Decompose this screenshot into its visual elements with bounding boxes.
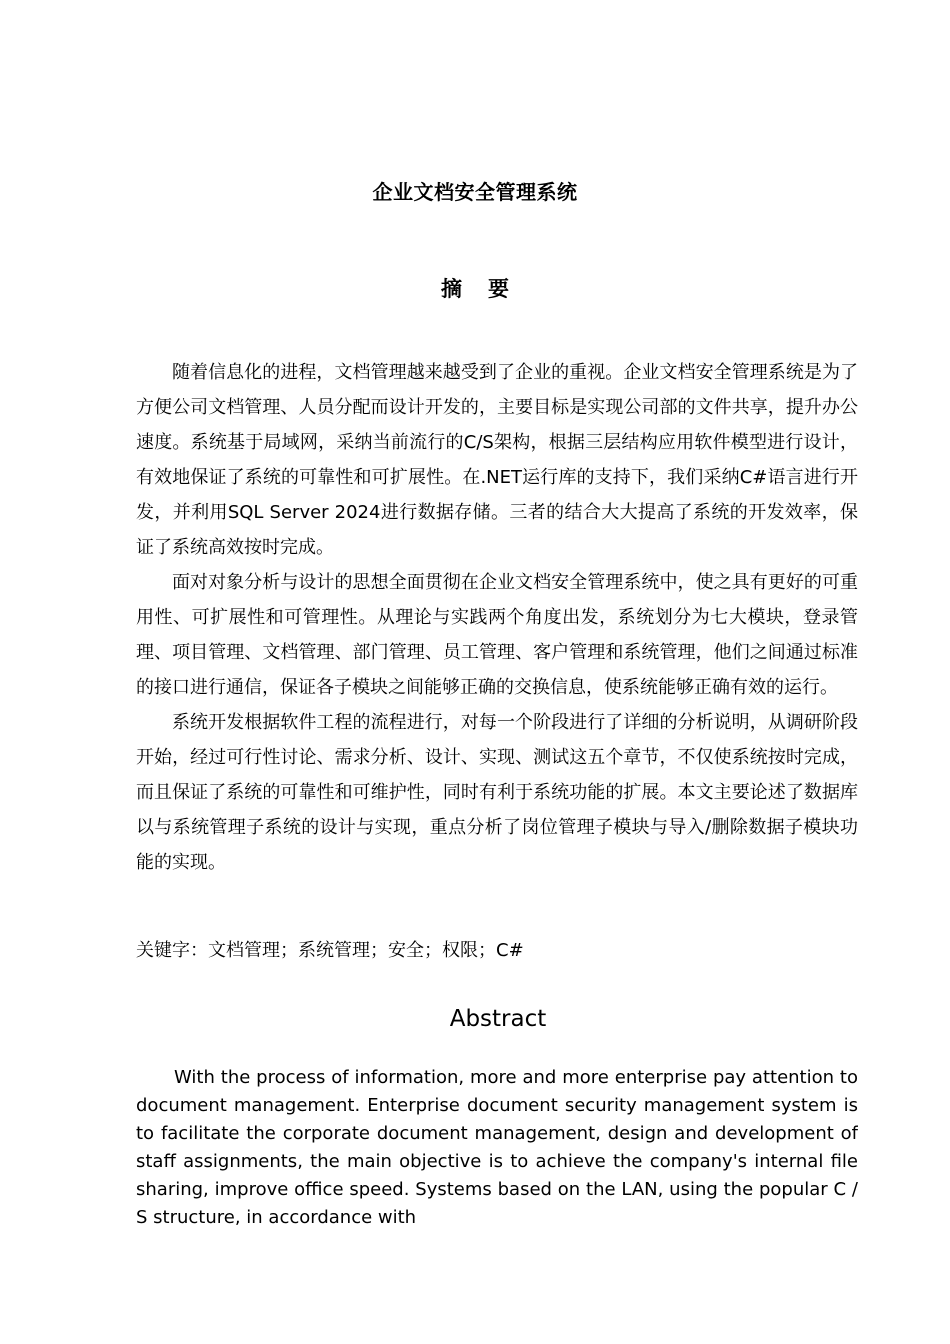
abstract-heading-cn: 摘要 — [441, 277, 535, 301]
abstract-paragraph-3: 系统开发根据软件工程的流程进行，对每一个阶段进行了详细的分析说明，从调研阶段开始，经过可行性讨论、需求分析、设计、实现、测试这五个章节，不仅使系统按时完成，而且保证了系统的可靠性和可维护性，同时有利于系统功能的扩展。本文主要论述了数据库以与系统管理子系统的设计与实现，重点分析了岗位管理子模块与导入/删除数据子模块功能的实现。 — [136, 712, 858, 873]
abstract-paragraph-en: With the process of information, more and more enterprise pay attention to document management. Enterprise document security management system is to facilitate the corporate document management, design and development of staff assignments, the main objective is to achieve the company's internal file sharing, improve office speed. Systems based on the LAN, using the popular C / S structure, in accordance with — [136, 1067, 858, 1228]
document-title: 企业文档安全管理系统 — [372, 180, 578, 204]
keywords-cn: 关键字：文档管理；系统管理；安全；权限；C# — [136, 940, 524, 961]
abstract-body-cn — [136, 355, 858, 880]
abstract-paragraph-2: 面对对象分析与设计的思想全面贯彻在企业文档安全管理系统中，使之具有更好的可重用性、可扩展性和可管理性。从理论与实践两个角度出发，系统划分为七大模块，登录管理、项目管理、文档管理、部门管理、员工管理、客户管理和系统管理，他们之间通过标准的接口进行通信，保证各子模块之间能够正确的交换信息，使系统能够正确有效的运行。 — [136, 572, 858, 698]
abstract-body-en — [136, 1064, 858, 1232]
abstract-paragraph-1: 随着信息化的进程，文档管理越来越受到了企业的重视。企业文档安全管理系统是为了方便公司文档管理、人员分配而设计开发的，主要目标是实现公司部的文件共享，提升办公速度。系统基于局域网，采纳当前流行的C/S架构，根据三层结构应用软件模型进行设计，有效地保证了系统的可靠性和可扩展性。在.NET运行库的支持下，我们采纳C#语言进行开发，并利用SQL Server 2024进行数据存储。三者的结合大大提高了系统的开发效率，保证了系统高效按时完成。 — [136, 362, 858, 558]
abstract-heading-en: Abstract — [449, 1006, 547, 1032]
